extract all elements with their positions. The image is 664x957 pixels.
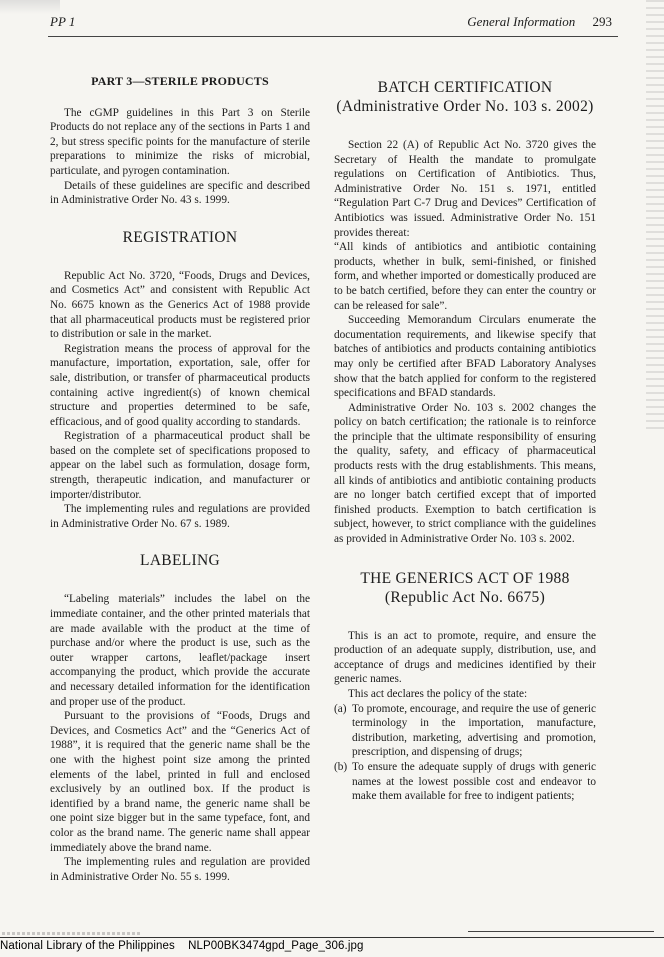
block-quote: “All kinds of antibiotics and antibiotic containing products, whether in bulk, semi-finished, or finished form, and whether imported or domestically produced are to be batch certified, before they can enter the country or can be released for sale”. [334, 241, 596, 312]
page-number: 293 [592, 14, 612, 29]
right-column [334, 78, 596, 804]
paragraph: Administrative Order No. 103 s. 2002 changes the policy on batch certification; the rationale is to reinforce the principle that the ultimate responsibility of ensuring the quality, safety, and efficacy of pharmaceutical products rests with the drug establishments. This means, all kinds of antibiotics and antibiotic containing products are no longer batch certified except that of imported finished products. Exemption to batch certification is subject, however, to strict compliance with the guidelines as provided in Administrative Order No. 103 s. 2002. [334, 401, 596, 546]
part-title: PART 3—STERILE PRODUCTS [91, 74, 269, 88]
section-subtitle-batch: (Administrative Order No. 103 s. 2002) [336, 98, 594, 115]
paragraph: Details of these guidelines are specific and described in Administrative Order No. 43 s. 1999. [50, 179, 310, 207]
paragraph: This act declares the policy of the state: [348, 688, 528, 700]
section-title-registration: REGISTRATION [122, 228, 238, 246]
paragraph: The implementing rules and regulations are provided in Administrative Order No. 67 s. 1989. [50, 503, 310, 530]
list-item-text: To ensure the adequate supply of drugs with generic names at the lowest possible cost and endeavor to make them available for free to indigent patients; [352, 760, 596, 803]
footer-library: National Library of the Philippines [0, 940, 175, 952]
policy-list [334, 702, 596, 804]
paragraph: Registration of a pharmaceutical product shall be based on the complete set of specifications proposed to appear on the label such as formulation, dosage form, strength, therapeutic indication, and manufacturer or importer/distributor. [50, 430, 310, 501]
running-head-section: General Information [467, 14, 576, 29]
list-item-text: To promote, encourage, and require the use of generic terminology in the importation, manufacture, distribution, marketing, advertising and promotion, prescription, and dispensing of drugs; [352, 702, 596, 759]
scan-footer-marks [2, 932, 142, 935]
section-title-labeling: LABELING [140, 552, 220, 570]
paragraph: This is an act to promote, require, and ensure the production of an adequate supply, distribution, use, and acceptance of drugs and medicines identified by their generic names. [334, 629, 596, 686]
paragraph: Section 22 (A) of Republic Act No. 3720 gives the Secretary of Health the mandate to promulgate regulations on Certification of Antibiotics. Thus, Administrative Order No. 151 s. 1971, entitled “Regulation Part C-7 Drug and Devices” Certification of Antibiotics was issued. Administrative Order No. 151 provides thereat: [334, 139, 596, 239]
running-head-left: PP 1 [50, 14, 76, 29]
list-item [334, 760, 596, 804]
page-end-rule [468, 931, 654, 932]
scan-corner-shadow [0, 0, 60, 14]
footer-filename: NLP00BK3474gpd_Page_306.jpg [188, 940, 364, 952]
section-title-generics: THE GENERICS ACT OF 1988 [360, 569, 570, 587]
paragraph: “Labeling materials” includes the label on the immediate container, and the other printed materials that are made available with the product at the time of purchase and/or where the product is use, such as the outer wrapper cartons, leaflet/package insert accompanying the product, which provide the accurate and necessary detailed information for the identification and proper use of the product. [50, 593, 310, 708]
paragraph: Pursuant to the provisions of “Foods, Drugs and Devices, and Cosmetics Act” and the “Generics Act of 1988”, it is required that the generic name shall be the one with the highest point size among the printed elements of the label, printed in full and enclosed exclusively by an outlined box. If the product is identified by a brand name, the generic name shall be one point size bigger but in the same typeface, font, and color as the brand name. The generic name shall appear immediately above the brand name. [50, 710, 310, 854]
paragraph: Registration means the process of approval for the manufacture, importation, exportation, sale, offer for sale, distribution, or transfer of pharmaceutical products containing active ingredient(s) of known chemical structure and properties determined to be safe, efficacious, and of good quality according to standards. [50, 342, 310, 428]
running-head-right [467, 14, 612, 30]
left-column [50, 74, 310, 884]
paragraph: Republic Act No. 3720, “Foods, Drugs and Devices, and Cosmetics Act” and consistent with Republic Act No. 6675 known as the Generics Act of 1988 provide that all pharmaceutical products must be registered prior to distribution or sale in the market. [50, 269, 310, 341]
scan-footer [0, 940, 363, 952]
paragraph: The cGMP guidelines in this Part 3 on Sterile Products do not replace any of the sections in Parts 1 and 2, but stress specific points for the manufacture of sterile preparations to minimize the risks of microbial, particulate, and pyrogen contamination. [50, 106, 310, 177]
section-title-batch: BATCH CERTIFICATION [377, 79, 553, 96]
paragraph: Succeeding Memorandum Circulars enumerate the documentation requirements, and likewise specify that batches of antibiotics and products containing antibiotics may only be certified after BFAD Laboratory Analyses show that the batch applied for conform to the registered specifications and BFAD standards. [334, 314, 596, 400]
list-marker: (b) [334, 760, 348, 773]
scan-bottom-rule [0, 937, 664, 938]
section-subtitle-generics: (Republic Act No. 6675) [384, 588, 546, 606]
scan-edge-speckle [646, 0, 664, 430]
list-marker: (a) [334, 702, 347, 715]
list-item [334, 702, 596, 760]
paragraph: The implementing rules and regulation are provided in Administrative Order No. 55 s. 1999. [50, 856, 310, 883]
header-rule [48, 36, 618, 37]
